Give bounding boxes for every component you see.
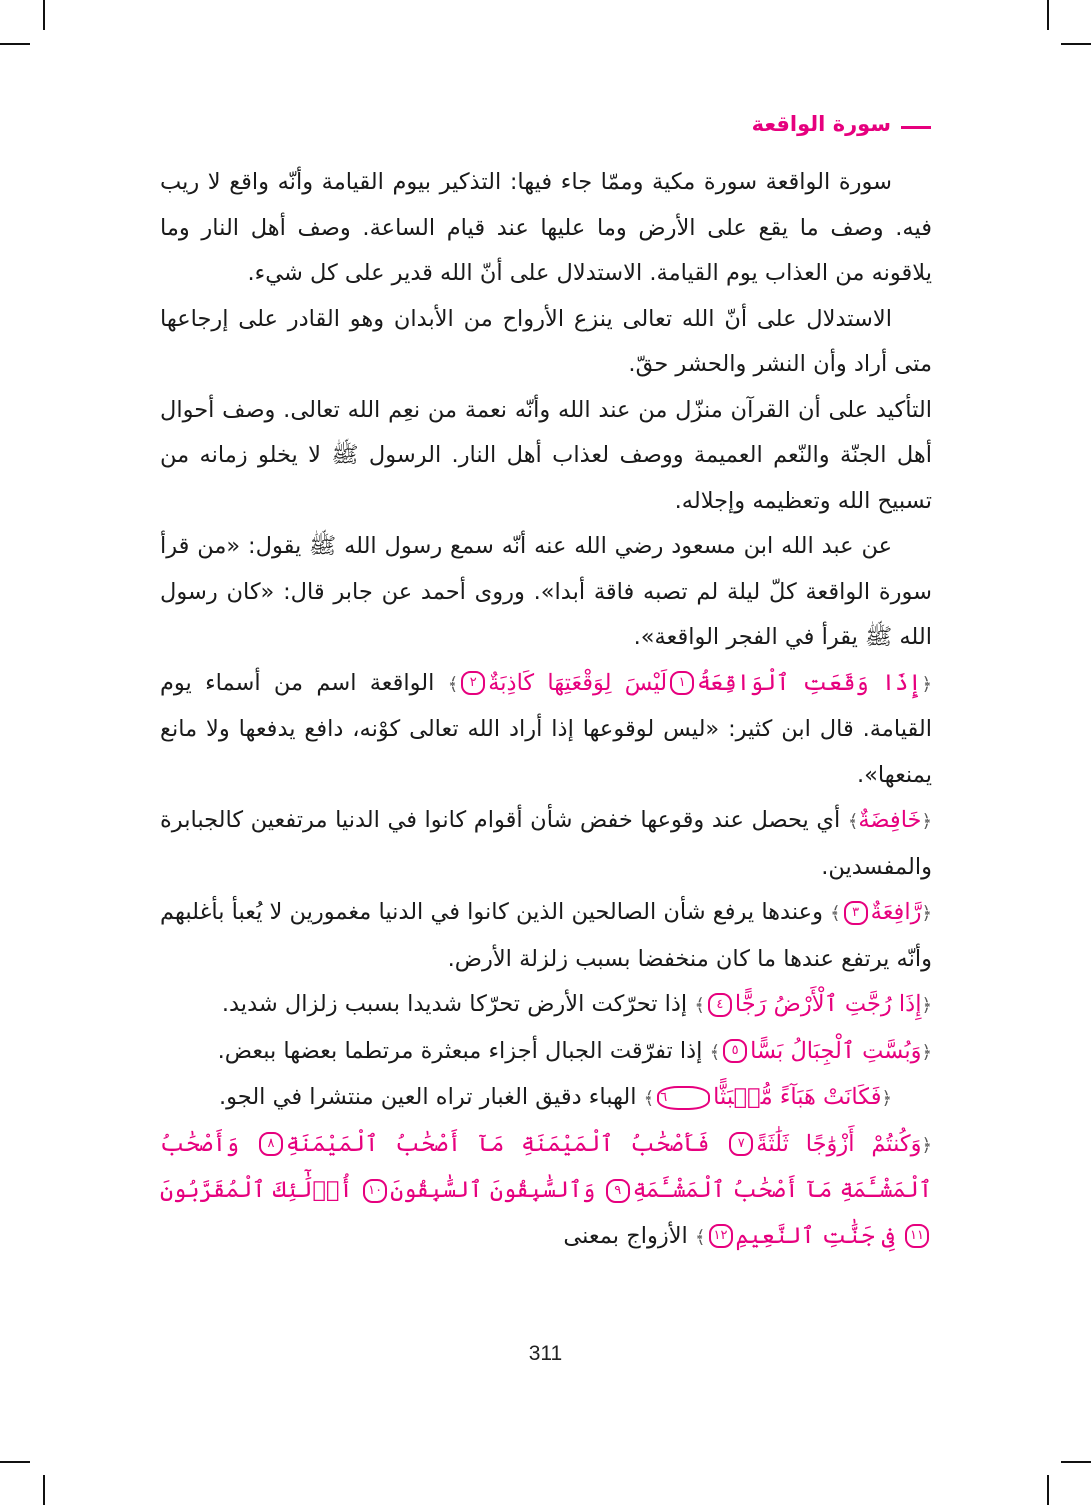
ornate-bracket-open: ﴿: [921, 995, 932, 1016]
tafsir-entry: [160, 798, 932, 890]
header-rule: [901, 126, 931, 129]
crop-mark-top-right-horizontal: [1061, 43, 1091, 45]
ayah-number-marker: ٧: [729, 1132, 753, 1156]
quran-verse: إِذَا وَقَعَتِ ٱلْوَاقِعَةُ: [697, 669, 922, 696]
paragraph: [160, 297, 932, 388]
ornate-bracket-close: ﴾: [830, 903, 841, 924]
tafsir-entry: [160, 982, 932, 1029]
quran-verse: وَبُسَّتِ ٱلْجِبَالُ بَسًّا: [750, 1037, 922, 1064]
ayah-number-marker: ١٢: [709, 1224, 733, 1248]
quran-verse: وَأَصْحَٰبُ ٱلْمَشْـَٔمَةِ مَآ أَصْحَٰبُ ٱلْمَشْـَٔمَةِ: [160, 1130, 933, 1203]
ornate-bracket-close: ﴾: [847, 811, 859, 832]
ornate-bracket-open: ﴿: [921, 673, 932, 695]
ornate-bracket-close: ﴾: [709, 1041, 721, 1063]
page-body: [160, 160, 932, 1260]
paragraph-text: التأكيد على أن القرآن منزّل من عند الله وأنّه نعمة من نعِم الله تعالى. وصف أحوال أهل الجنّة والنّعم العميمة ووصف لعذاب أهل النار. الرسول ﷺ لا يخلو زمانه من تسبيح الله وتعظيمه وإجلاله.: [160, 396, 932, 514]
quran-verse: وَكُنتُمْ أَزْوَٰجًا ثَلَٰثَةً: [756, 1130, 922, 1157]
tafsir-explanation: وعندها يرفع شأن الصالحين الذين كانوا في الدنيا مغمورين لا يُعبأ بأغلبهم وأنّه يرتفع عندها ما كان منخفضا بسبب زلزلة الأرض.: [160, 899, 932, 972]
quran-verse: رَّافِعَةٌ: [870, 899, 922, 925]
quran-verse: أُو۟لَٰٓئِكَ ٱلْمُقَرَّبُونَ: [160, 1177, 353, 1203]
ayah-number-marker: ٨: [259, 1132, 283, 1156]
quran-verse: فِى جَنَّٰتِ ٱلنَّعِيمِ: [735, 1222, 895, 1249]
quran-verse: إِذَا رُجَّتِ ٱلْأَرْضُ رَجًّا: [734, 991, 922, 1017]
ayah-number-marker: ١٠: [363, 1179, 387, 1203]
tafsir-explanation: الواقعة اسم من أسماء يوم القيامة. قال ابن كثير: «ليس لوقوعها إذا أراد الله تعالى كوْنه، دافع يدفعها ولا مانع يمنعها».: [160, 669, 932, 788]
paragraph-text: الاستدلال على أنّ الله تعالى ينزع الأرواح من الأبدان وهو القادر على إرجاعها متى أراد وأن النشر والحشر حقّ.: [160, 305, 932, 377]
crop-mark-bottom-right-vertical: [1047, 1475, 1049, 1505]
ayah-number-marker: ٩: [606, 1179, 630, 1203]
tafsir-entry: [160, 890, 932, 982]
ornate-bracket-close: ﴾: [694, 995, 705, 1016]
paragraph-text: عن عبد الله ابن مسعود رضي الله عنه أنّه سمع رسول الله ﷺ يقول: «من قرأ سورة الواقعة كلّ ليلة لم تصبه فاقة أبدا». وروى أحمد عن جابر قال: «كان رسول الله ﷺ يقرأ في الفجر الواقعة».: [160, 533, 932, 650]
crop-mark-bottom-left-vertical: [43, 1475, 45, 1505]
crop-mark-bottom-right-horizontal: [1061, 1461, 1091, 1463]
ornate-bracket-close: ﴾: [643, 1088, 655, 1109]
tafsir-entry: [160, 1122, 932, 1261]
tafsir-explanation: إذا تفرّقت الجبال أجزاء مبعثرة مرتطما بعضها ببعض.: [217, 1037, 703, 1064]
ayah-number-marker: ٣: [844, 901, 868, 925]
crop-mark-top-right-vertical: [1047, 0, 1049, 30]
ayah-number-marker: ٢: [461, 671, 485, 695]
crop-mark-top-left-vertical: [43, 0, 45, 30]
paragraph: [160, 388, 932, 525]
ayah-number-marker: ٥: [723, 1039, 747, 1063]
crop-mark-top-left-horizontal: [0, 43, 30, 45]
ornate-bracket-open: ﴿: [881, 1088, 892, 1109]
ornate-bracket-open: ﴿: [921, 1134, 932, 1156]
intro-paragraph: [160, 160, 932, 297]
ayah-number-marker: ١١: [905, 1224, 929, 1248]
tafsir-explanation: أي يحصل عند وقوعها خفض شأن أقوام كانوا في الدنيا مرتفعين كالجبابرة والمفسدين.: [160, 807, 932, 880]
ornate-bracket-open: ﴿: [921, 811, 933, 832]
quran-verse: فَأَصْحَٰبُ ٱلْمَيْمَنَةِ مَآ أَصْحَٰبُ ٱلْمَيْمَنَةِ: [285, 1130, 710, 1157]
quran-verse: وَٱلسَّٰبِقُونَ ٱلسَّٰبِقُونَ: [390, 1177, 596, 1203]
ayah-number-marker: ٦: [657, 1086, 710, 1110]
ayah-number-marker: ٤: [708, 993, 732, 1017]
paragraph-text: سورة الواقعة سورة مكية وممّا جاء فيها: التذكير بيوم القيامة وأنّه واقع لا ريب فيه. وصف ما يقع على الأرض وما عليها عند قيام الساعة. وصف أهل النار وما يلاقونه من العذاب يوم القيامة. الاستدلال على أنّ الله قدير على كل شيء.: [160, 169, 932, 286]
surah-title: سورة الواقعة: [751, 112, 891, 136]
ornate-bracket-close: ﴾: [447, 673, 459, 695]
tafsir-explanation: الأزواج بمعنى: [563, 1222, 688, 1249]
quran-verse: فَكَانَتْ هَبَآءً مُّنۢبَثًّا: [713, 1084, 882, 1110]
page-number: 311: [528, 1342, 563, 1365]
tafsir-explanation: الهباء دقيق الغبار تراه العين منتشرا في الجو.: [219, 1084, 637, 1110]
crop-mark-bottom-left-horizontal: [0, 1461, 30, 1463]
ornate-bracket-open: ﴿: [921, 903, 932, 924]
quran-verse: لَيْسَ لِوَقْعَتِهَا كَاذِبَةٌ: [488, 669, 668, 696]
ayah-number-marker: ١: [670, 671, 694, 695]
paragraph: [160, 524, 932, 661]
ornate-bracket-close: ﴾: [694, 1226, 706, 1248]
quran-verse: خَافِضَةٌ: [858, 807, 922, 833]
running-header: [752, 112, 931, 136]
tafsir-entry: [160, 1029, 932, 1076]
ornate-bracket-open: ﴿: [921, 1041, 932, 1063]
tafsir-explanation: إذا تحرّكت الأرض تحرّكا شديدا بسبب زلزال شديد.: [221, 991, 688, 1017]
tafsir-entry: [160, 661, 932, 799]
tafsir-entry: [160, 1075, 932, 1122]
